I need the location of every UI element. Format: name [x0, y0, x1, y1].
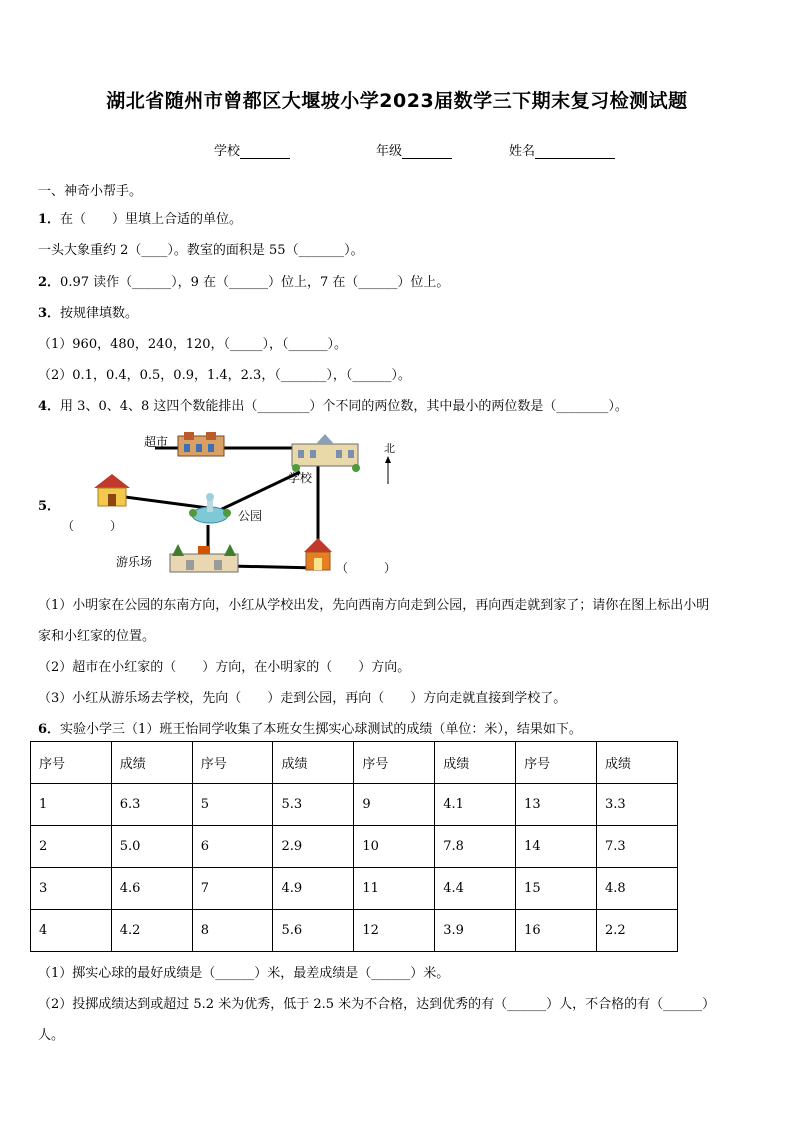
table-row [31, 784, 678, 826]
question-3-part-1: （1）960，480，240，120，（_____），（______）。 [38, 337, 348, 352]
question-text: 0.97 读作（______），9 在（______）位上，7 在（______）位上。 [60, 275, 450, 290]
question-number: 5． [38, 499, 61, 514]
table-cell: 13 [516, 784, 597, 826]
table-cell: 3 [31, 868, 112, 910]
table-header-row [31, 742, 678, 784]
header-cell: 序号 [516, 742, 597, 784]
table-cell: 5 [192, 784, 273, 826]
question-2 [38, 271, 449, 290]
house-icon [94, 474, 130, 506]
right-house-blank[interactable]: （ ） [336, 561, 397, 575]
table-cell: 7.3 [596, 826, 677, 868]
header-cell: 序号 [192, 742, 273, 784]
table-cell: 7.8 [435, 826, 516, 868]
school-icon [292, 434, 360, 472]
table-cell: 3.3 [596, 784, 677, 826]
question-number: 4． [38, 399, 61, 414]
table-cell: 4.2 [111, 910, 192, 952]
table-cell: 3.9 [435, 910, 516, 952]
table-cell: 4.1 [435, 784, 516, 826]
question-4 [38, 395, 628, 414]
question-text: 在（ ）里填上合适的单位。 [60, 212, 243, 227]
table-cell: 4.8 [596, 868, 677, 910]
table-cell: 4.6 [111, 868, 192, 910]
table-cell: 10 [354, 826, 435, 868]
question-1-line: 一头大象重约 2（____）。教室的面积是 55（_______）。 [38, 243, 364, 258]
table-cell: 5.6 [273, 910, 354, 952]
header-cell: 成绩 [111, 742, 192, 784]
question-5-part-1b: 家和小红家的位置。 [38, 629, 156, 644]
question-3-part-2: （2）0.1，0.4，0.5，0.9，1.4，2.3，（_______），（______）。 [38, 368, 411, 383]
grade-blank[interactable] [402, 144, 452, 159]
amusement-label: 游乐场 [116, 555, 153, 569]
school-field [214, 140, 290, 159]
name-blank[interactable] [535, 144, 615, 159]
table-cell: 2.2 [596, 910, 677, 952]
page-title: 湖北省随州市曾都区大堰坡小学2023届数学三下期末复习检测试题 [106, 90, 688, 112]
table-cell: 4.4 [435, 868, 516, 910]
question-6 [38, 718, 582, 737]
map-diagram [60, 430, 420, 580]
north-arrowhead-icon [385, 456, 391, 463]
table-cell: 15 [516, 868, 597, 910]
table-cell: 4.9 [273, 868, 354, 910]
question-6-part-2b: 人。 [38, 1028, 65, 1043]
header-cell: 成绩 [435, 742, 516, 784]
table-cell: 1 [31, 784, 112, 826]
table-cell: 16 [516, 910, 597, 952]
header-cell: 序号 [31, 742, 112, 784]
supermarket-icon [178, 432, 224, 456]
question-5-part-3: （3）小红从游乐场去学校，先向（ ）走到公园，再向（ ）方向走就直接到学校了。 [38, 691, 567, 706]
table-cell: 5.3 [273, 784, 354, 826]
table-row [31, 826, 678, 868]
school-label: 学校 [288, 471, 313, 485]
question-number: 3． [38, 306, 61, 321]
question-5-number [38, 495, 60, 514]
north-label: 北 [384, 442, 395, 455]
question-6-part-2a: （2）投掷成绩达到或超过 5.2 米为优秀，低于 2.5 米为不合格，达到优秀的有（______）人，不合格的有（______） [38, 997, 716, 1012]
house-icon [304, 538, 332, 570]
table-cell: 9 [354, 784, 435, 826]
school-label: 学校 [214, 144, 241, 159]
header-cell: 成绩 [596, 742, 677, 784]
question-5-part-1a: （1）小明家在公园的东南方向，小红从学校出发，先向西南方向走到公园，再向西走就到家了；请你在图上标出小明 [38, 598, 710, 613]
table-cell: 2 [31, 826, 112, 868]
table-cell: 4 [31, 910, 112, 952]
table-cell: 7 [192, 868, 273, 910]
question-number: 1． [38, 212, 61, 227]
left-house-blank[interactable]: （ ） [62, 519, 123, 533]
table-cell: 11 [354, 868, 435, 910]
question-3 [38, 302, 138, 321]
question-5-part-2: （2）超市在小红家的（ ）方向，在小明家的（ ）方向。 [38, 660, 411, 675]
header-cell: 序号 [354, 742, 435, 784]
table-row [31, 868, 678, 910]
question-text: 按规律填数。 [60, 306, 139, 321]
table-cell: 2.9 [273, 826, 354, 868]
name-label: 姓名 [509, 144, 536, 159]
scores-table [30, 741, 678, 952]
question-number: 2． [38, 275, 61, 290]
section-heading: 一、神奇小帮手。 [38, 184, 143, 199]
question-number: 6． [38, 722, 61, 737]
park-label: 公园 [238, 509, 263, 523]
question-1 [38, 208, 242, 227]
table-cell: 12 [354, 910, 435, 952]
question-text: 用 3、0、4、8 这四个数能排出（________）个不同的两位数，其中最小的两位数是（________）。 [60, 399, 628, 414]
amusement-park-icon [170, 544, 238, 572]
grade-label: 年级 [376, 144, 403, 159]
table-cell: 5.0 [111, 826, 192, 868]
question-6-part-1: （1）掷实心球的最好成绩是（______）米，最差成绩是（______）米。 [38, 966, 450, 981]
supermarket-label: 超市 [144, 435, 169, 449]
school-blank[interactable] [240, 144, 290, 159]
grade-field [376, 140, 452, 159]
name-field [509, 140, 615, 159]
table-cell: 14 [516, 826, 597, 868]
header-cell: 成绩 [273, 742, 354, 784]
question-text: 实验小学三（1）班王怡同学收集了本班女生掷实心球测试的成绩（单位：米），结果如下。 [60, 722, 582, 737]
table-cell: 6 [192, 826, 273, 868]
table-row [31, 910, 678, 952]
table-cell: 6.3 [111, 784, 192, 826]
table-cell: 8 [192, 910, 273, 952]
